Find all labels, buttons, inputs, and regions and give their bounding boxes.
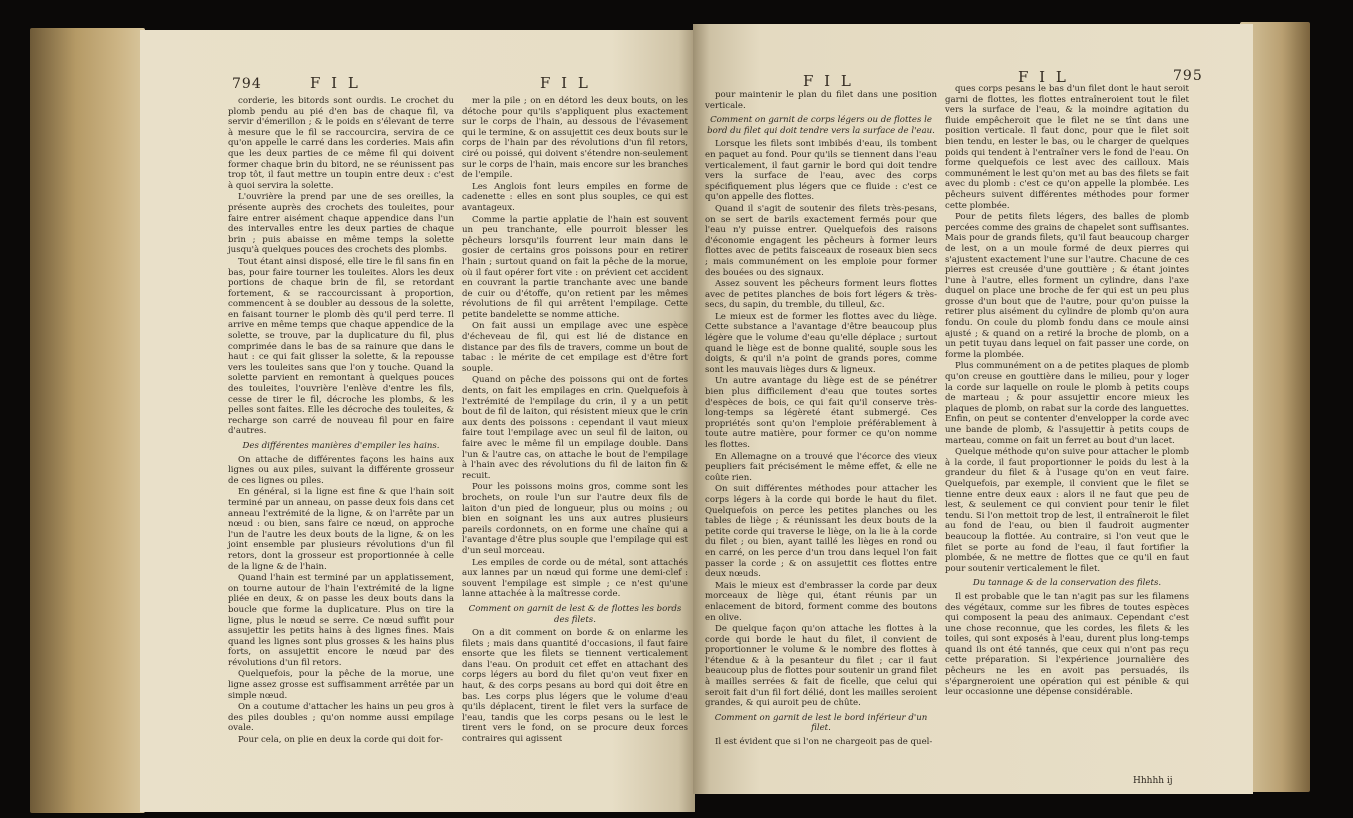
paragraph: En Allemagne on a trouvé que l'écorce des vieux peupliers fait précisément le même effet, & elle ne coûte rien. bbox=[705, 451, 937, 483]
section-heading: Comment on garnit de lest & de flottes les bords des filets. bbox=[468, 603, 682, 625]
paragraph: corderie, les bitords sont ourdis. Le crochet du plomb pendu au pié d'en bas de chaque fil, va servir d'émerillon ; & le poids en s'élevant de terre à mesure que le fil se raccourcira, servira de ce qu'on appelle le carré dans les corderies. Mais afin que les deux parties de ce même fil qui doivent former chaque brin du bitord, ne se réunissent pas trop tôt, il faut mettre un toupin entre deux : c'est à quoi servira la solette. bbox=[228, 96, 454, 191]
paragraph: Il est évident que si l'on ne chargeoit pas de quel- bbox=[715, 737, 933, 748]
paragraph: Les empiles de corde ou de métal, sont attachés aux lannes par un nœud qui forme une demi-clef : souvent l'empilage est simple ; ce n'est qu'une lanne attachée à la maîtresse corde. bbox=[462, 557, 688, 600]
paragraph: On suit différentes méthodes pour attacher les corps légers à la corde qui borde le haut du filet. Quelquefois on perce les petites planches ou les tables de liège ; & réunissant les deux bouts de la petite corde qui traverse le liège, on la lie à la corde du filet ; ou bien, ayant taillé les lièges en rond ou en carré, on les perce d'un trou dans lequel l'on fait passer la corde ; & on assujettit ces flottes entre deux nœuds. bbox=[705, 484, 937, 580]
running-head-left-col1: F I L bbox=[310, 74, 361, 92]
paragraph: Assez souvent les pêcheurs forment leurs flottes avec de petites planches de bois fort légers & très-secs, du sapin, du tremble, du tilleul, &c. bbox=[705, 279, 937, 311]
paragraph: Les Anglois font leurs empiles en forme de cadenette : elles en sont plus souples, ce qui est avantageux. bbox=[462, 181, 688, 213]
paragraph: Un autre avantage du liège est de se pénétrer bien plus difficilement d'eau que toutes sortes d'espèces de bois, ce qui fait qu'il conserve très-long-temps sa légèreté étant submergé. Ces propriétés sont qu'on l'emploie préférablement à toute autre matière, pour former ce qu'on nomme les flottes. bbox=[705, 376, 937, 450]
paragraph: Mais le mieux est d'embrasser la corde par deux morceaux de liège qui, étant réunis par un enlacement de bitord, forment comme des boutons en olive. bbox=[705, 580, 937, 623]
paragraph: Le mieux est de former les flottes avec du liège. Cette substance a l'avantage d'être beaucoup plus légère que le volume d'eau qu'elle déplace ; surtout quand le liège est de bonne qualité, souple sous les doigts, & qu'il n'a point de grands pores, comme sont les mauvais lièges durs & ligneux. bbox=[705, 311, 937, 375]
running-head-right-col2: F I L bbox=[1018, 68, 1069, 86]
paragraph: Pour cela, on plie en deux la corde qui doit for- bbox=[238, 735, 444, 746]
page-number-left: 794 bbox=[232, 76, 262, 92]
paragraph: Pour de petits filets légers, des balles de plomb percées comme des grains de chapelet sont suffisantes. Mais pour de grands filets, qu'il faut beaucoup charger de lest, on a un moule formé de deux pierres qui s'ajustent exactement l'une sur l'autre. Chacune de ces pierres est creusée d'une gouttière ; & étant jointes l'une à l'autre, elles forment un cylindre, dans l'axe duquel on place une broche de fer qui est un peu plus grosse d'un bout que de l'autre, pour qu'on puisse la retirer plus aisément du cylindre de plomb qu'on aura fondu. On coule du plomb fondu dans ce moule ainsi ajusté ; & quand on a retiré la broche de plomb, on a un petit tuyau dans lequel on fait passer une corde, on forme la plombée. bbox=[945, 212, 1189, 360]
paragraph: Pour les poissons moins gros, comme sont les brochets, on roule l'un sur l'autre deux fils de laiton d'un pied de longueur, plus ou moins ; ou bien en soignant les uns aux autres plusieurs pareils cordonnets, on en forme une chaîne qui a l'avantage d'être plus souple que l'empilage qui est d'un seul morceau. bbox=[462, 482, 688, 556]
paragraph: Lorsque les filets sont imbibés d'eau, ils tombent en paquet au fond. Pour qu'ils se tiennent dans l'eau verticalement, il faut garnir le bord qui doit tendre vers la surface de l'eau, avec des corps spécifiquement plus légers que ce fluide : c'est ce qu'on appelle des flottes. bbox=[705, 139, 937, 203]
paragraph: On fait aussi un empilage avec une espèce d'écheveau de fil, qui est lié de distance en distance par des fils de travers, comme un bout de tabac : le mérite de cet empilage est d'être fort souple. bbox=[462, 321, 688, 374]
paragraph: Plus communément on a de petites plaques de plomb qu'on creuse en gouttière dans le milieu, pour y loger la corde sur laquelle on roule le plomb à petits coups de marteau ; & pour assujettir encore mieux les plaques de plomb, on rabat sur la corde des languettes. Enfin, on peut se contenter d'envelopper la corde avec une bande de plomb, & l'assujettir à petits coups de marteau, comme on fait un ferret au bout d'un lacet. bbox=[945, 361, 1189, 446]
paragraph: L'ouvrière la prend par une de ses oreilles, la présente auprès des crochets des touleites, pour faire entrer aisément chaque appendice dans l'un des intervalles entre les deux parties de chaque brin ; puis abaisse en même temps la solette jusqu'à quelques pouces des crochets des plombs. bbox=[228, 192, 454, 256]
section-heading: Comment on garnit de corps légers ou de flottes le bord du filet qui doit tendre vers la surface de l'eau. bbox=[707, 115, 935, 136]
section-heading: Du tannage & de la conservation des filets. bbox=[972, 578, 1162, 589]
right-page-column-2 bbox=[945, 84, 1189, 764]
left-page-column-2 bbox=[462, 96, 688, 806]
paragraph: On a coutume d'attacher les hains un peu gros à des piles doubles ; qu'on nomme aussi empilage ovale. bbox=[228, 702, 454, 734]
left-page bbox=[140, 30, 695, 812]
paragraph: On a dit comment on borde & on enlarme les filets ; mais dans quantité d'occasions, il faut faire ensorte que les filets se tiennent verticalement dans l'eau. On produit cet effet en attachant des corps légers au bord du filet qu'on veut fixer en haut, & des corps pesans au bord qui doit être en bas. Les corps plus légers que le volume d'eau qu'ils déplacent, tirent le filet vers la surface de l'eau, tandis que les corps pesans ou le lest le tirent vers le fond, on se procure deux forces contraires qui agissent bbox=[462, 628, 688, 745]
paragraph: pour maintenir le plan du filet dans une position verticale. bbox=[705, 90, 937, 111]
left-page-edges bbox=[30, 28, 145, 813]
paragraph: Quelquefois, pour la pêche de la morue, une ligne assez grosse est suffisamment arrêtée par un simple nœud. bbox=[228, 669, 454, 701]
paragraph: Il est probable que le tan n'agit pas sur les filamens des végétaux, comme sur les fibres de toutes espèces qui composent la peau des animaux. Cependant c'est une chose reconnue, que les cordes, les filets & les toiles, qui sont exposés à l'eau, durent plus long-temps quand ils ont été tannés, que ceux qui n'ont pas reçu cette préparation. Si l'expérience journalière des pêcheurs ne les en avoit pas persuadés, ils s'épargneroient une opération qui est pénible & qui leur occasionne une dépense considérable. bbox=[945, 591, 1189, 698]
page-number-right: 795 bbox=[1173, 68, 1203, 84]
right-page-column-1 bbox=[705, 90, 937, 780]
signature-mark: Hhhhh ij bbox=[1133, 776, 1173, 786]
section-heading: Des différentes manières d'empiler les hains. bbox=[242, 441, 440, 451]
paragraph: On attache de différentes façons les hains aux lignes ou aux piles, suivant la différente grosseur de ces lignes ou piles. bbox=[228, 454, 454, 486]
right-page bbox=[693, 24, 1253, 794]
paragraph: ques corps pesans le bas d'un filet dont le haut seroit garni de flottes, les flottes entraîneroient tout le filet vers la surface de l'eau, & la moindre agitation du fluide empêcheroit que le filet ne se tînt dans une position verticale. Il faut donc, pour que le filet soit bien tendu, en lester le bas, ou le charger de quelques poids qui tendent à l'entraîner vers le fond de l'eau. On forme quelquefois ce lest avec des cailloux. Mais communément le lest qu'on met au bas des filets se fait avec du plomb : c'est ce qu'on appelle la plombée. Les pêcheurs suivent différentes méthodes pour former cette plombée. bbox=[945, 84, 1189, 211]
running-head-left-col2: F I L bbox=[540, 74, 591, 92]
paragraph: Quand l'hain est terminé par un applatissement, on tourne autour de l'hain l'extrémité de la ligne pliée en deux, & on passe les deux bouts dans la boucle que forme la duplicature. Plus on tire la ligne, plus le nœud se serre. Ce nœud suffit pour assujettir les petits hains à des lignes fines. Mais quand les lignes sont plus grosses & les hains plus forts, on assujettit encore le nœud par des révolutions d'un fil retors. bbox=[228, 573, 454, 668]
paragraph: Quand il s'agit de soutenir des filets très-pesans, on se sert de barils exactement fermés pour que l'eau n'y puisse entrer. Quelquefois des raisons d'économie engagent les pêcheurs à former leurs flottes avec de petits faisceaux de roseaux bien secs ; mais communément on les emploie pour former des bouées ou des signaux. bbox=[705, 203, 937, 278]
paragraph: De quelque façon qu'on attache les flottes à la corde qui borde le haut du filet, il convient de proportionner le volume & le nombre des flottes à l'étendue & à la pesanteur du filet ; car il faut beaucoup plus de flottes pour soutenir un grand filet à mailles serrées & fait de ficelle, que celui qui seroit fait d'un fil fort délié, dont les mailles seroient grandes, & qui auroit peu de chûte. bbox=[705, 624, 937, 709]
paragraph: Quand on pêche des poissons qui ont de fortes dents, on fait les empilages en crin. Quelquefois à l'extrémité de l'empilage du crin, il y a un petit bout de fil de laiton, qui résistent mieux que le crin aux dents des poissons : cependant il vaut mieux faire tout l'empilage avec un seul fil de laiton, ou faire avec le même fil un empilage double. Dans l'un & l'autre cas, on attache le bout de l'empilage à l'hain avec des révolutions du fil de laiton fin & recuit. bbox=[462, 375, 688, 481]
section-heading: Comment on garnit de lest le bord inférieur d'un filet. bbox=[714, 712, 928, 734]
running-head-right-col1: F I L bbox=[803, 72, 854, 90]
paragraph: Tout étant ainsi disposé, elle tire le fil sans fin en bas, pour faire tourner les touleites. Alors les deux portions de chaque brin de fil, se retordant fortement, & se raccourcissant à proportion, commencent à se doubler au dessous de la solette, en faisant tourner le plomb dès qu'il perd terre. Il arrive en même temps que chaque appendice de la solette, se trouve, par la duplicature du fil, plus comprimée dans le bas de sa rainure que dans le haut : ce qui fait glisser la solette, & la repousse vers les touleites sans que l'on y touche. Quand la solette parvient en remontant à quelques pouces des touleites, l'ouvrière l'enlève d'entre les fils, cesse de tirer le fil, décroche les plombs, & les pelles sont faites. Elle les décroche des touleites, & recharge son carré de nouveau fil pour en faire d'autres. bbox=[228, 256, 454, 437]
paragraph: Comme la partie applatie de l'hain est souvent un peu tranchante, elle pourroit blesser les pêcheurs lorsqu'ils fourrent leur main dans le gosier de certains gros poissons pour en retirer l'hain ; surtout quand on fait la pêche de la morue, où il faut opérer fort vite : on prévient cet accident en couvrant la partie tranchante avec une bande de cuir ou d'étoffe, qu'on retient par les mêmes révolutions de fil qui arrêtent l'empilage. Cette petite bandelette se nomme attiche. bbox=[462, 214, 688, 320]
paragraph: En général, si la ligne est fine & que l'hain soit terminé par un anneau, on passe deux fois dans cet anneau l'extrémité de la ligne, & on l'arrête par un nœud : ou bien, sans faire ce nœud, on approche l'un de l'autre les deux bouts de la ligne, & on les joint ensemble par plusieurs révolutions d'un fil retors, dont la grosseur est proportionnée à celle de la ligne & de l'hain. bbox=[228, 487, 454, 572]
paragraph: mer la pile ; on en détord les deux bouts, on les détoche pour qu'ils s'appliquent plus exactement sur le corps de l'hain, au dessous de l'évasement qui le termine, & on assujettit ces deux bouts sur le corps de l'hain par des révolutions d'un fil retors, ciré ou poissé, qui doivent s'étendre non-seulement sur le corps de l'hain, mais encore sur les branches de l'empile. bbox=[462, 96, 688, 181]
left-page-column-1 bbox=[228, 96, 454, 806]
paragraph: Quelque méthode qu'on suive pour attacher le plomb à la corde, il faut proportionner le poids du lest à la grandeur du filet & à l'usage qu'on en veut faire. Quelquefois, par exemple, il convient que le filet se tienne entre deux eaux : alors il ne faut que peu de lest, & seulement ce qui convient pour tenir le filet tendu. Si l'on mettoit trop de lest, il entraîneroit le filet au fond de l'eau, ou bien il faudroit augmenter beaucoup la flottée. Au contraire, si l'on veut que le filet se porte au fond de l'eau, il faut fortifier la plombée, & ne mettre de flottes que ce qu'il en faut pour soutenir verticalement le filet. bbox=[945, 447, 1189, 574]
